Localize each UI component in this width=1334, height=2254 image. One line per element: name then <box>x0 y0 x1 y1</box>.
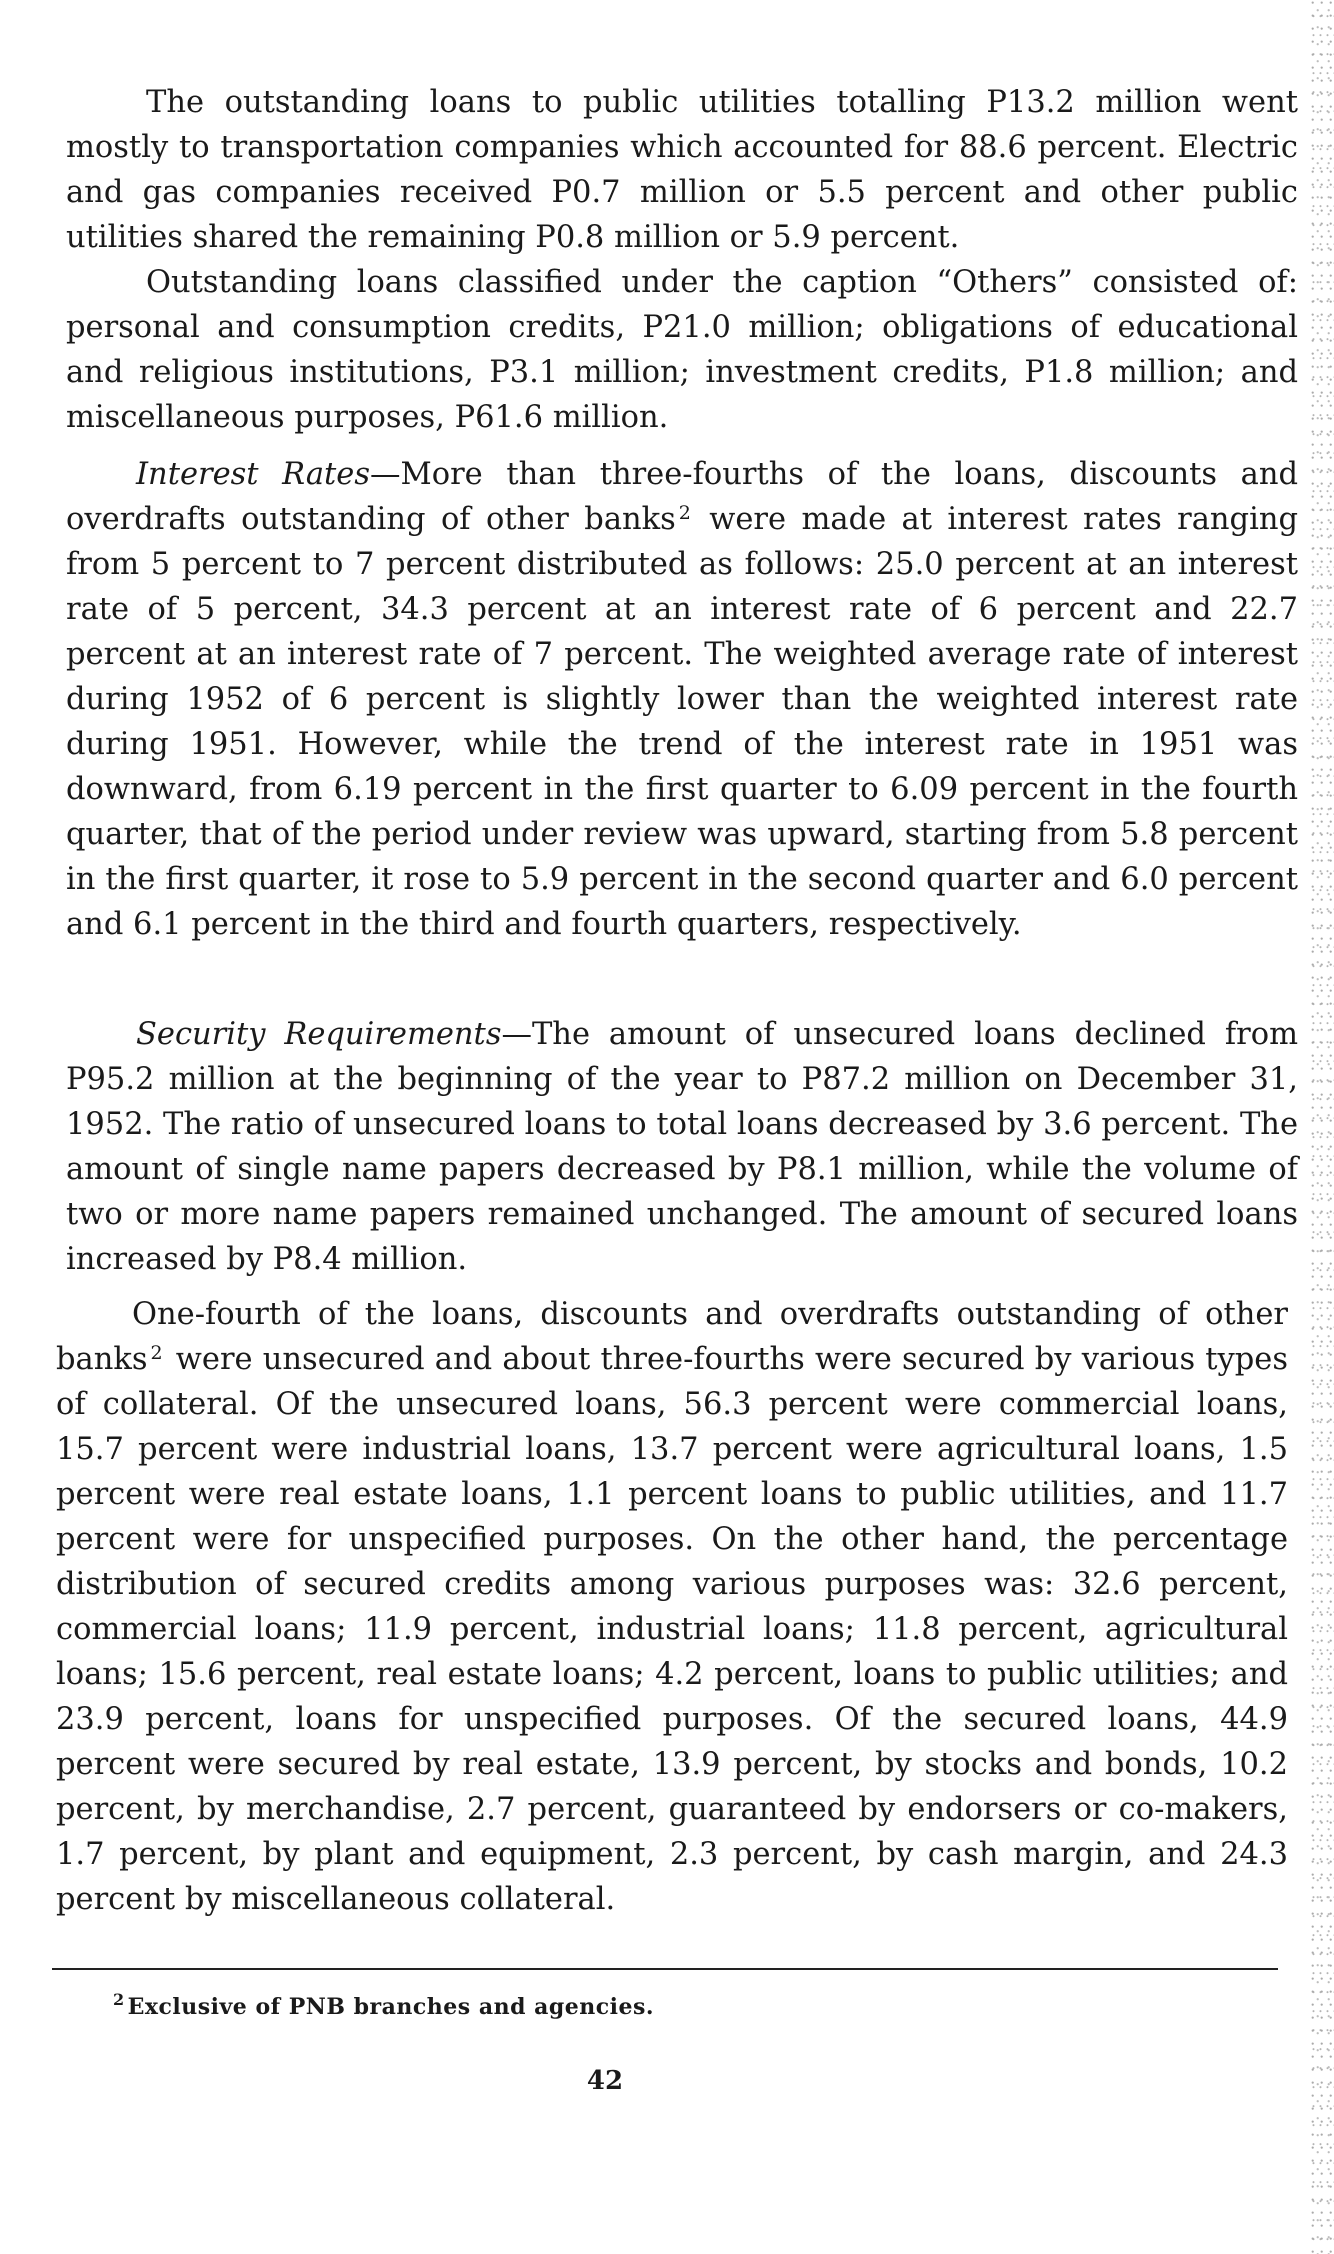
security-requirements-text: —The amount of unsecured loans declined from P95.2 million at the beginning of the year to P87.2 million on December 31, 1952. The ratio of unsecured loans to total loans decreased by 3.6 percent. The amount of single name papers decreased by P8.1 million, while the volume of two or more name papers remained unchanged. The amount of secured loans increased by P8.4 million. <box>66 1017 1298 1277</box>
footnote-ref: 2 <box>678 501 691 524</box>
security-requirements-section <box>66 1012 1298 1282</box>
footnote-number: 2 <box>113 1990 125 2010</box>
paragraph-collateral <box>56 1292 1288 1922</box>
collateral-section <box>56 1292 1288 1922</box>
interest-rates-text-b: were made at interest rates ranging from 5 percent to 7 percent distributed as follows: 25.0 percent at an interest rate of 5 percent, 34.3 percent at an interest rate of 6 percent and 22.7 percent at an interest rate of 7 percent. The weighted average rate of interest during 1952 of 6 percent is slightly lower than the weighted interest rate during 1951. However, while the trend of the interest rate in 1951 was downward, from 6.19 percent in the first quarter to 6.09 percent in the fourth quarter, that of the period under review was upward, starting from 5.8 percent in the first quarter, it rose to 5.9 percent in the second quarter and 6.0 percent and 6.1 percent in the third and fourth quarters, respectively. <box>66 502 1298 942</box>
scan-edge-speckle <box>1310 0 1334 2254</box>
public-utilities-section <box>66 80 1298 440</box>
interest-rates-section <box>66 452 1298 947</box>
paragraph-security-requirements <box>66 1012 1298 1282</box>
footnote <box>110 1990 655 2020</box>
paragraph-public-utilities: The outstanding loans to public utilities totalling P13.2 million went mostly to transportation companies which accounted for 88.6 percent. Electric and gas companies received P0.7 million or 5.5 percent and other public utilities shared the remaining P0.8 million or 5.9 percent. <box>66 85 1298 255</box>
paragraph-interest-rates <box>66 452 1298 947</box>
paragraph-others: Outstanding loans classified under the caption “Others” consisted of: personal and consumption credits, P21.0 million; obligations of educational and religious institutions, P3.1 million; investment credits, P1.8 million; and miscellaneous purposes, P61.6 million. <box>66 265 1298 435</box>
footnote-text: Exclusive of PNB branches and agencies. <box>127 1994 655 2020</box>
security-requirements-heading: Security Requirements <box>136 1017 502 1052</box>
collateral-text-a: One-fourth of the loans, discounts and overdrafts outstanding of other banks <box>56 1297 1288 1377</box>
interest-rates-text-a: —More than three-fourths of the loans, discounts and overdrafts outstanding of other banks <box>66 457 1298 537</box>
interest-rates-heading: Interest Rates <box>136 457 370 492</box>
footnote-divider <box>52 1968 1278 1970</box>
footnote-ref: 2 <box>150 1341 163 1364</box>
page-number: 42 <box>586 2066 624 2096</box>
collateral-text-b: were unsecured and about three-fourths were secured by various types of collateral. Of the unsecured loans, 56.3 percent were commercial loans, 15.7 percent were industrial loans, 13.7 percent were agricultural loans, 1.5 percent were real estate loans, 1.1 percent loans to public utilities, and 11.7 percent were for unspecified purposes. On the other hand, the percentage distribution of secured credits among various purposes was: 32.6 percent, commercial loans; 11.9 percent, industrial loans; 11.8 percent, agricultural loans; 15.6 percent, real estate loans; 4.2 percent, loans to public utilities; and 23.9 percent, loans for unspecified purposes. Of the secured loans, 44.9 percent were secured by real estate, 13.9 percent, by stocks and bonds, 10.2 percent, by merchandise, 2.7 percent, guaranteed by endorsers or co-makers, 1.7 percent, by plant and equipment, 2.3 percent, by cash margin, and 24.3 percent by miscellaneous collateral. <box>56 1342 1288 1917</box>
